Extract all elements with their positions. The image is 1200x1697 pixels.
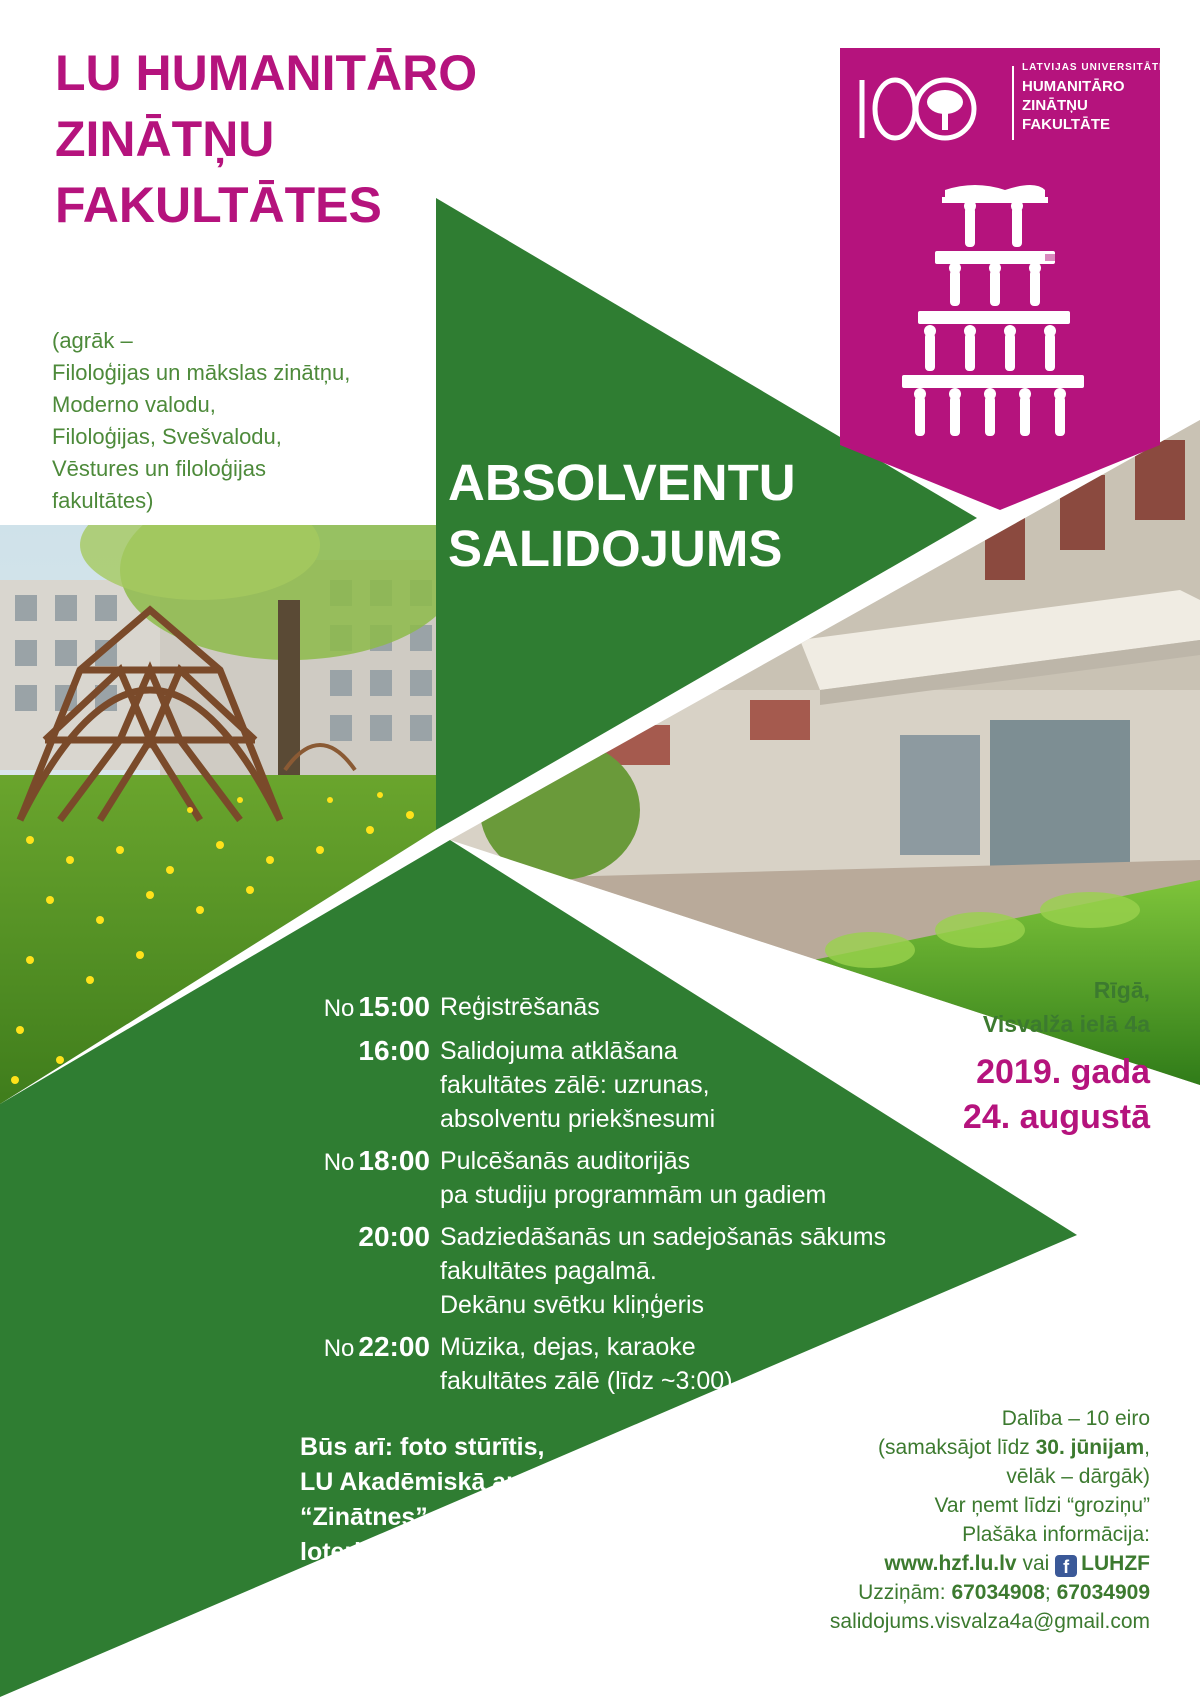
extras-line: “Zinātnes” grāmatu galds, — [300, 1503, 613, 1531]
date-line: 24. augustā — [962, 1098, 1150, 1136]
schedule-desc: absolventu priekšnesumi — [440, 1105, 716, 1133]
extras-line: LU Akadēmiskā apgāda un — [300, 1468, 618, 1496]
event-title-line-1: ABSOLVENTU — [448, 454, 796, 511]
schedule-prefix: No — [323, 995, 355, 1022]
former-line: Filoloģijas un mākslas zinātņu, — [52, 360, 351, 385]
schedule-item — [290, 990, 990, 1026]
phones: Uzziņām: 67034908; 67034909 — [858, 1581, 1150, 1604]
extras-line: loterija u. c. — [300, 1538, 439, 1566]
schedule-desc: Pulcēšanās auditorijās — [440, 1147, 691, 1175]
title-line-3: FAKULTĀTES — [55, 177, 382, 233]
location-line: Visvalža ielā 4a — [982, 1011, 1150, 1037]
title-line-2: ZINĀTŅU — [55, 111, 275, 167]
email-link[interactable]: salidojums.visvalza4a@gmail.com — [829, 1610, 1150, 1633]
info-block — [830, 1404, 1150, 1636]
schedule — [290, 990, 990, 1406]
former-line: Moderno valodu, — [52, 392, 216, 417]
or-text: vai — [1022, 1552, 1050, 1575]
former-line: (agrāk – — [52, 328, 133, 353]
former-line: fakultātes) — [52, 488, 154, 513]
schedule-item — [290, 1034, 990, 1136]
schedule-desc: Mūzika, dejas, karaoke — [440, 1333, 696, 1361]
web-links — [830, 1549, 1150, 1578]
schedule-desc: fakultātes zālē: uzrunas, — [440, 1071, 710, 1099]
schedule-desc: fakultātes pagalmā. — [440, 1257, 657, 1285]
schedule-time: 18:00 — [358, 1145, 430, 1176]
faculty-title — [55, 40, 478, 238]
schedule-time: 20:00 — [358, 1221, 430, 1252]
schedule-item — [290, 1220, 990, 1322]
schedule-desc: Sadziedāšanās un sadejošanās sākums — [440, 1223, 887, 1251]
extras-line: Būs arī: foto stūrītis, — [300, 1433, 545, 1461]
event-title-line-2: SALIDOJUMS — [448, 520, 783, 577]
phone-2[interactable]: 67034909 — [1056, 1581, 1150, 1604]
schedule-item — [290, 1330, 990, 1398]
event-title — [448, 450, 796, 582]
schedule-desc: Salidojuma atklāšana — [440, 1037, 678, 1065]
schedule-desc: Dekānu svētku kliņģeris — [440, 1291, 705, 1319]
schedule-time: 16:00 — [358, 1035, 430, 1066]
basket-note: Var ņemt līdzi “groziņu” — [934, 1494, 1150, 1517]
logo-line-3: FAKULTĀTE — [1022, 116, 1111, 133]
logo-line-1: HUMANITĀRO — [1022, 78, 1125, 95]
schedule-desc: Reģistrēšanās — [440, 993, 600, 1021]
former-line: Vēstures un filoloģijas — [52, 456, 267, 481]
logo-university: LATVIJAS UNIVERSITĀTE — [1022, 62, 1167, 73]
logo-line-2: ZINĀTŅU — [1022, 97, 1088, 114]
fee: Dalība – 10 eiro — [1001, 1407, 1150, 1430]
schedule-time: 22:00 — [358, 1331, 430, 1362]
more-info-label: Plašāka informācija: — [962, 1523, 1150, 1546]
date-line: 2019. gada — [976, 1053, 1150, 1091]
schedule-time: 15:00 — [358, 991, 430, 1022]
former-names — [52, 325, 432, 517]
location-line: Rīgā, — [1093, 977, 1150, 1003]
event-date — [963, 1050, 1150, 1140]
title-line-1: LU HUMANITĀRO — [55, 45, 478, 101]
logo-text — [1022, 62, 1167, 134]
schedule-desc: fakultātes zālē (līdz ~3:00) — [440, 1367, 733, 1395]
former-line: Filoloģijas, Svešvalodu, — [52, 424, 282, 449]
facebook-link[interactable]: LUHZF — [1081, 1552, 1150, 1575]
fee-note: (samaksājot līdz 30. jūnijam, — [878, 1436, 1150, 1459]
fee-later: vēlāk – dārgāk) — [1006, 1465, 1150, 1488]
schedule-prefix: No — [323, 1335, 355, 1362]
schedule-prefix: No — [323, 1149, 355, 1176]
schedule-item — [290, 1144, 990, 1212]
schedule-desc: pa studiju programmām un gadiem — [440, 1181, 827, 1209]
extras — [300, 1430, 660, 1570]
phone-1[interactable]: 67034908 — [951, 1581, 1045, 1604]
website-link[interactable]: www.hzf.lu.lv — [884, 1552, 1017, 1575]
location — [983, 973, 1150, 1041]
facebook-icon: f — [1055, 1555, 1077, 1577]
